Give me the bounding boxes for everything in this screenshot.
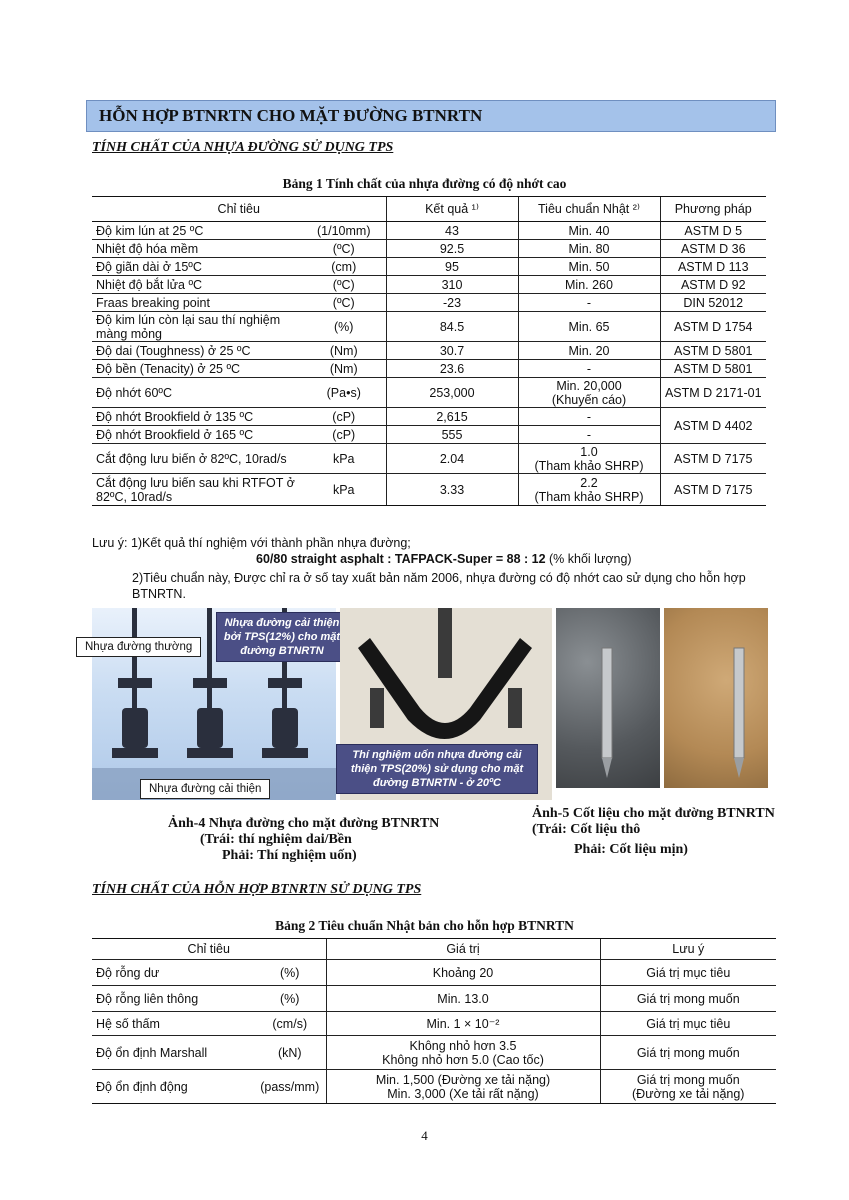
table1 (92, 196, 766, 506)
table1-cell-standard: Min. 50 (518, 258, 660, 276)
table1-cell-unit: (cP) (302, 426, 386, 444)
table1-cell-name: Độ nhớt Brookfield ở 135 ºC (92, 408, 302, 426)
table2 (92, 938, 776, 1104)
table1-cell-result: 43 (386, 222, 518, 240)
table1-row (92, 408, 766, 426)
table1-cell-name: Độ giãn dài ở 15ºC (92, 258, 302, 276)
table1-cell-standard: 1.0 (Tham khảo SHRP) (518, 444, 660, 474)
table1-cell-result: 253,000 (386, 378, 518, 408)
photo4-caption-line1: Ảnh-4 Nhựa đường cho mặt đường BTNRTN (168, 816, 440, 831)
table1-cell-standard: Min. 80 (518, 240, 660, 258)
table2-cell-note: Giá trị mong muốn (600, 1036, 776, 1070)
table1-note1: Lưu ý: 1)Kết quả thí nghiệm với thành phần nhựa đường; (92, 536, 411, 550)
table1-cell-method: ASTM D 7175 (660, 474, 766, 506)
table2-cell-unit: (kN) (254, 1036, 326, 1070)
table1-cell-name: Cắt động lưu biến ở 82ºC, 10rad/s (92, 444, 302, 474)
table1-cell-result: 30.7 (386, 342, 518, 360)
section1-title: TÍNH CHẤT CỦA NHỰA ĐƯỜNG SỬ DỤNG TPS (92, 140, 394, 155)
table1-header-cell: Kết quả ¹⁾ (386, 197, 518, 222)
table1-note1b (256, 552, 632, 566)
table1-cell-unit: (Nm) (302, 360, 386, 378)
fine-aggregate-photo (664, 608, 768, 788)
table1-cell-standard: Min. 20 (518, 342, 660, 360)
table1-cell-result: 23.6 (386, 360, 518, 378)
table1-cell-unit: (cm) (302, 258, 386, 276)
table1-cell-standard: - (518, 294, 660, 312)
table2-cell-name: Độ ổn định động (92, 1070, 254, 1104)
table2-cell-name: Độ ổn định Marshall (92, 1036, 254, 1070)
table1-cell-unit: (Nm) (302, 342, 386, 360)
table2-cell-value: Khoảng 20 (326, 960, 600, 986)
table1-cell-name: Độ dai (Toughness) ở 25 ºC (92, 342, 302, 360)
table2-cell-name: Độ rỗng liên thông (92, 986, 254, 1012)
table1-cell-unit: (ºC) (302, 240, 386, 258)
table2-cell-unit: (cm/s) (254, 1012, 326, 1036)
table1-cell-result: 3.33 (386, 474, 518, 506)
table1-cell-standard: Min. 65 (518, 312, 660, 342)
table2-header-cell: Giá trị (326, 939, 600, 960)
table1-cell-standard: Min. 20,000 (Khuyến cáo) (518, 378, 660, 408)
table1-cell-unit: (1/10mm) (302, 222, 386, 240)
table2-header-row (92, 939, 776, 960)
table1-row (92, 276, 766, 294)
table1-row (92, 294, 766, 312)
page-number: 4 (421, 1128, 428, 1143)
label-normal-asphalt: Nhựa đường thường (76, 637, 201, 657)
table2-cell-note: Giá trị mục tiêu (600, 960, 776, 986)
table1-cell-unit: (%) (302, 312, 386, 342)
table1-cell-method: DIN 52012 (660, 294, 766, 312)
table1-cell-name: Độ nhớt Brookfield ở 165 ºC (92, 426, 302, 444)
table1-caption: Bảng 1 Tính chất của nhựa đường có độ nhớt cao (282, 176, 567, 191)
table2-cell-unit: (pass/mm) (254, 1070, 326, 1104)
pen-icon (556, 608, 660, 788)
label-tps12: Nhựa đường cải thiện bởi TPS(12%) cho mặt đường BTNRTN (216, 612, 348, 662)
table2-cell-value: Min. 1 × 10⁻² (326, 1012, 600, 1036)
label-bend-test: Thí nghiệm uốn nhựa đường cải thiện TPS(20%) sử dụng cho mặt đường BTNRTN - ở 20ºC (336, 744, 538, 794)
table1-row (92, 258, 766, 276)
table1-row (92, 240, 766, 258)
table1-cell-result: -23 (386, 294, 518, 312)
table1-cell-result: 310 (386, 276, 518, 294)
table1-note2: 2)Tiêu chuẩn này, Được chỉ ra ở số tay xuất bản năm 2006, nhựa đường có độ nhớt cao sử dụng cho hỗn hợp BTNRTN. (132, 571, 746, 601)
table1-row (92, 342, 766, 360)
table2-row (92, 986, 776, 1012)
table2-cell-name: Hệ số thấm (92, 1012, 254, 1036)
table1-header-cell: Chỉ tiêu (92, 197, 386, 222)
table1-cell-unit: (ºC) (302, 294, 386, 312)
table1-cell-method: ASTM D 5 (660, 222, 766, 240)
table1-cell-standard: - (518, 426, 660, 444)
section-header-bar (86, 100, 776, 132)
table1-cell-result: 2,615 (386, 408, 518, 426)
table2-row (92, 960, 776, 986)
table1-note1b-rest: (% khối lượng) (545, 552, 632, 566)
table1-cell-standard: Min. 40 (518, 222, 660, 240)
table1-cell-name: Độ kim lún còn lại sau thí nghiệm màng mỏng (92, 312, 302, 342)
table1-cell-method: ASTM D 92 (660, 276, 766, 294)
table1-cell-method: ASTM D 5801 (660, 342, 766, 360)
table1-cell-unit: kPa (302, 474, 386, 506)
table1-cell-method: ASTM D 2171-01 (660, 378, 766, 408)
table1-cell-name: Cắt động lưu biến sau khi RTFOT ở 82ºC, 10rad/s (92, 474, 302, 506)
table1-cell-method: ASTM D 5801 (660, 360, 766, 378)
photo4-caption-line2: (Trái: thí nghiệm dai/Bền (200, 832, 352, 847)
table1-header-cell: Tiêu chuẩn Nhật ²⁾ (518, 197, 660, 222)
table1-cell-name: Độ bền (Tenacity) ở 25 ºC (92, 360, 302, 378)
table1-row (92, 444, 766, 474)
table1-row (92, 378, 766, 408)
table1-cell-name: Độ kim lún at 25 ºC (92, 222, 302, 240)
table1-cell-result: 95 (386, 258, 518, 276)
table2-row (92, 1036, 776, 1070)
table2-cell-note: Giá trị mục tiêu (600, 1012, 776, 1036)
table1-cell-standard: - (518, 360, 660, 378)
table1-cell-method: ASTM D 1754 (660, 312, 766, 342)
table2-row (92, 1070, 776, 1104)
table1-cell-standard: - (518, 408, 660, 426)
table1-row (92, 222, 766, 240)
table1-cell-name: Nhiệt độ bắt lửa ºC (92, 276, 302, 294)
table1-row (92, 360, 766, 378)
table2-cell-note: Giá trị mong muốn (600, 986, 776, 1012)
table2-caption: Bảng 2 Tiêu chuẩn Nhật bản cho hỗn hợp BTNRTN (275, 918, 574, 933)
table1-cell-name: Fraas breaking point (92, 294, 302, 312)
table1-cell-method: ASTM D 113 (660, 258, 766, 276)
pen-icon (664, 608, 768, 788)
photo5-caption-line1: Ảnh-5 Cốt liệu cho mặt đường BTNRTN (532, 806, 775, 821)
table2-cell-unit: (%) (254, 960, 326, 986)
table1-cell-name: Nhiệt độ hóa mềm (92, 240, 302, 258)
table1-cell-unit: (ºC) (302, 276, 386, 294)
table1-cell-result: 555 (386, 426, 518, 444)
table2-header-cell: Chỉ tiêu (92, 939, 326, 960)
table2-row (92, 1012, 776, 1036)
label-improved-asphalt: Nhựa đường cải thiện (140, 779, 270, 799)
table2-cell-note: Giá trị mong muốn (Đường xe tải nặng) (600, 1070, 776, 1104)
photo4-caption-line3: Phải: Thí nghiệm uốn) (222, 848, 357, 863)
table1-cell-standard: 2.2 (Tham khảo SHRP) (518, 474, 660, 506)
section-header-title: HỖN HỢP BTNRTN CHO MẶT ĐƯỜNG BTNRTN (99, 106, 483, 125)
table1-cell-result: 84.5 (386, 312, 518, 342)
table2-cell-name: Độ rỗng dư (92, 960, 254, 986)
table1-header-row (92, 197, 766, 222)
table1-cell-result: 92.5 (386, 240, 518, 258)
table2-cell-value: Min. 1,500 (Đường xe tải nặng) Min. 3,000 (Xe tải rất nặng) (326, 1070, 600, 1104)
table1-cell-unit: kPa (302, 444, 386, 474)
table2-cell-value: Min. 13.0 (326, 986, 600, 1012)
table2-cell-value: Không nhỏ hơn 3.5 Không nhỏ hơn 5.0 (Cao tốc) (326, 1036, 600, 1070)
table1-cell-method: ASTM D 36 (660, 240, 766, 258)
table1-cell-unit: (Pa•s) (302, 378, 386, 408)
table2-cell-unit: (%) (254, 986, 326, 1012)
table1-note1b-bold: 60/80 straight asphalt : TAFPACK-Super = 88 : 12 (256, 552, 546, 566)
table1-row (92, 474, 766, 506)
table1-cell-unit: (cP) (302, 408, 386, 426)
section2-title: TÍNH CHẤT CỦA HỖN HỢP BTNRTN SỬ DỤNG TPS (92, 882, 422, 897)
table1-cell-method: ASTM D 4402 (660, 408, 766, 444)
table1-cell-method: ASTM D 7175 (660, 444, 766, 474)
photo5-caption-line3: Phải: Cốt liệu mịn) (574, 842, 688, 857)
table1-cell-name: Độ nhớt 60ºC (92, 378, 302, 408)
table1-row (92, 312, 766, 342)
table1-cell-standard: Min. 260 (518, 276, 660, 294)
table1-header-cell: Phương pháp (660, 197, 766, 222)
table1-cell-result: 2.04 (386, 444, 518, 474)
coarse-aggregate-photo (556, 608, 660, 788)
table2-header-cell: Lưu ý (600, 939, 776, 960)
photo5-caption-line2: (Trái: Cốt liệu thô (532, 822, 641, 837)
